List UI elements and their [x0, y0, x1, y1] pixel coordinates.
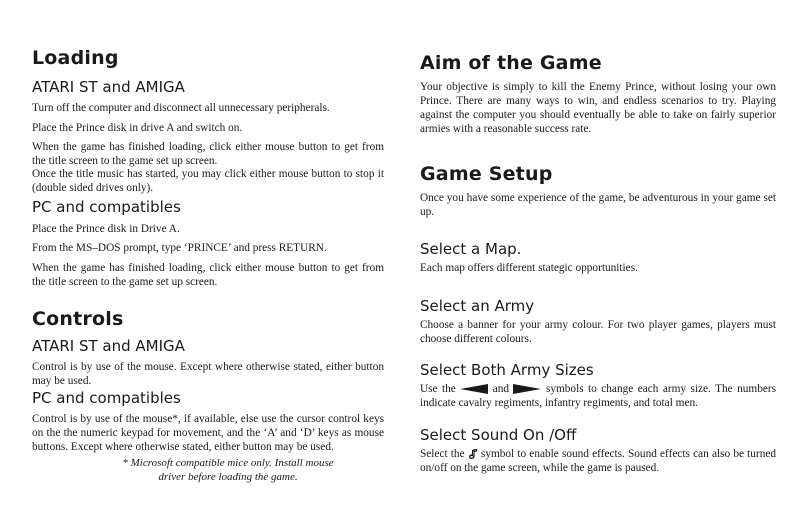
- loading-atari-p4: Once the title music has started, you may click either mouse button to stop it (double sided drives only).: [32, 168, 384, 194]
- sizes-text-c: symbols to change each army size. The numbers indicate cavalry regiments, infantry regiments, and total men.: [420, 383, 777, 409]
- select-map-p1: Each map offers different stategic opportunities.: [420, 262, 638, 274]
- setup-heading: Game Setup: [420, 163, 553, 185]
- loading-atari-heading: ATARI ST and AMIGA: [32, 78, 185, 96]
- sizes-text-b: and: [492, 383, 510, 395]
- left-wedge-arrow-icon: [460, 384, 488, 394]
- select-sizes-heading: Select Both Army Sizes: [420, 361, 594, 379]
- select-sizes-p1: [420, 382, 776, 410]
- loading-atari-p3: When the game has finished loading, click either mouse button to get from the title screen to the game set up screen.: [32, 141, 384, 167]
- loading-pc-p3: When the game has finished loading, click either mouse button to get from the title screen to the game set up screen.: [32, 262, 384, 288]
- sound-text-b: symbol to enable sound effects. Sound effects can also be turned on/off on the game screen, while the game is paused.: [420, 448, 777, 474]
- loading-atari-p1: Turn off the computer and disconnect all unnecessary peripherals.: [32, 102, 330, 114]
- select-sound-heading: Select Sound On /Off: [420, 426, 577, 444]
- loading-pc-heading: PC and compatibles: [32, 198, 181, 216]
- loading-atari-p2: Place the Prince disk in drive A and switch on.: [32, 122, 243, 134]
- aim-p1: Your objective is simply to kill the Enemy Prince, without losing your own Prince. There are many ways to win, and endless scenarios to try. Playing against the computer you should eventually be able to take on fairly superior armies with a reasonable success rate.: [420, 81, 776, 135]
- select-army-p1: Choose a banner for your army colour. For two player games, players must choose different colours.: [420, 319, 776, 345]
- select-army-heading: Select an Army: [420, 297, 535, 315]
- mouse-footnote-line1: * Microsoft compatible mice only. Install mouse: [122, 457, 334, 469]
- right-wedge-arrow-icon: [513, 384, 541, 394]
- controls-pc-p1: Control is by use of the mouse*, if available, else use the cursor control keys on the the numeric keypad for movement, and the ‘A’ and ‘D’ keys as mouse buttons. Except where otherwise stated, either button may be used.: [32, 413, 384, 453]
- controls-atari-p1: Control is by use of the mouse. Except where otherwise stated, either button may be used.: [32, 361, 384, 387]
- sound-text-a: Select the: [420, 448, 465, 460]
- music-note-icon: [468, 448, 478, 460]
- select-sound-p1: [420, 447, 776, 475]
- loading-pc-p2: From the MS–DOS prompt, type ‘PRINCE’ and press RETURN.: [32, 242, 327, 254]
- controls-heading: Controls: [32, 308, 124, 330]
- controls-atari-heading: ATARI ST and AMIGA: [32, 337, 185, 355]
- sizes-text-a: Use the: [420, 383, 456, 395]
- setup-p1: Once you have some experience of the game, be adventurous in your game set up.: [420, 192, 776, 218]
- select-map-heading: Select a Map.: [420, 240, 522, 258]
- loading-heading: Loading: [32, 47, 119, 69]
- aim-heading: Aim of the Game: [420, 52, 602, 74]
- mouse-footnote-line2: driver before loading the game.: [158, 471, 298, 483]
- loading-pc-p1: Place the Prince disk in Drive A.: [32, 223, 180, 235]
- controls-pc-heading: PC and compatibles: [32, 389, 181, 407]
